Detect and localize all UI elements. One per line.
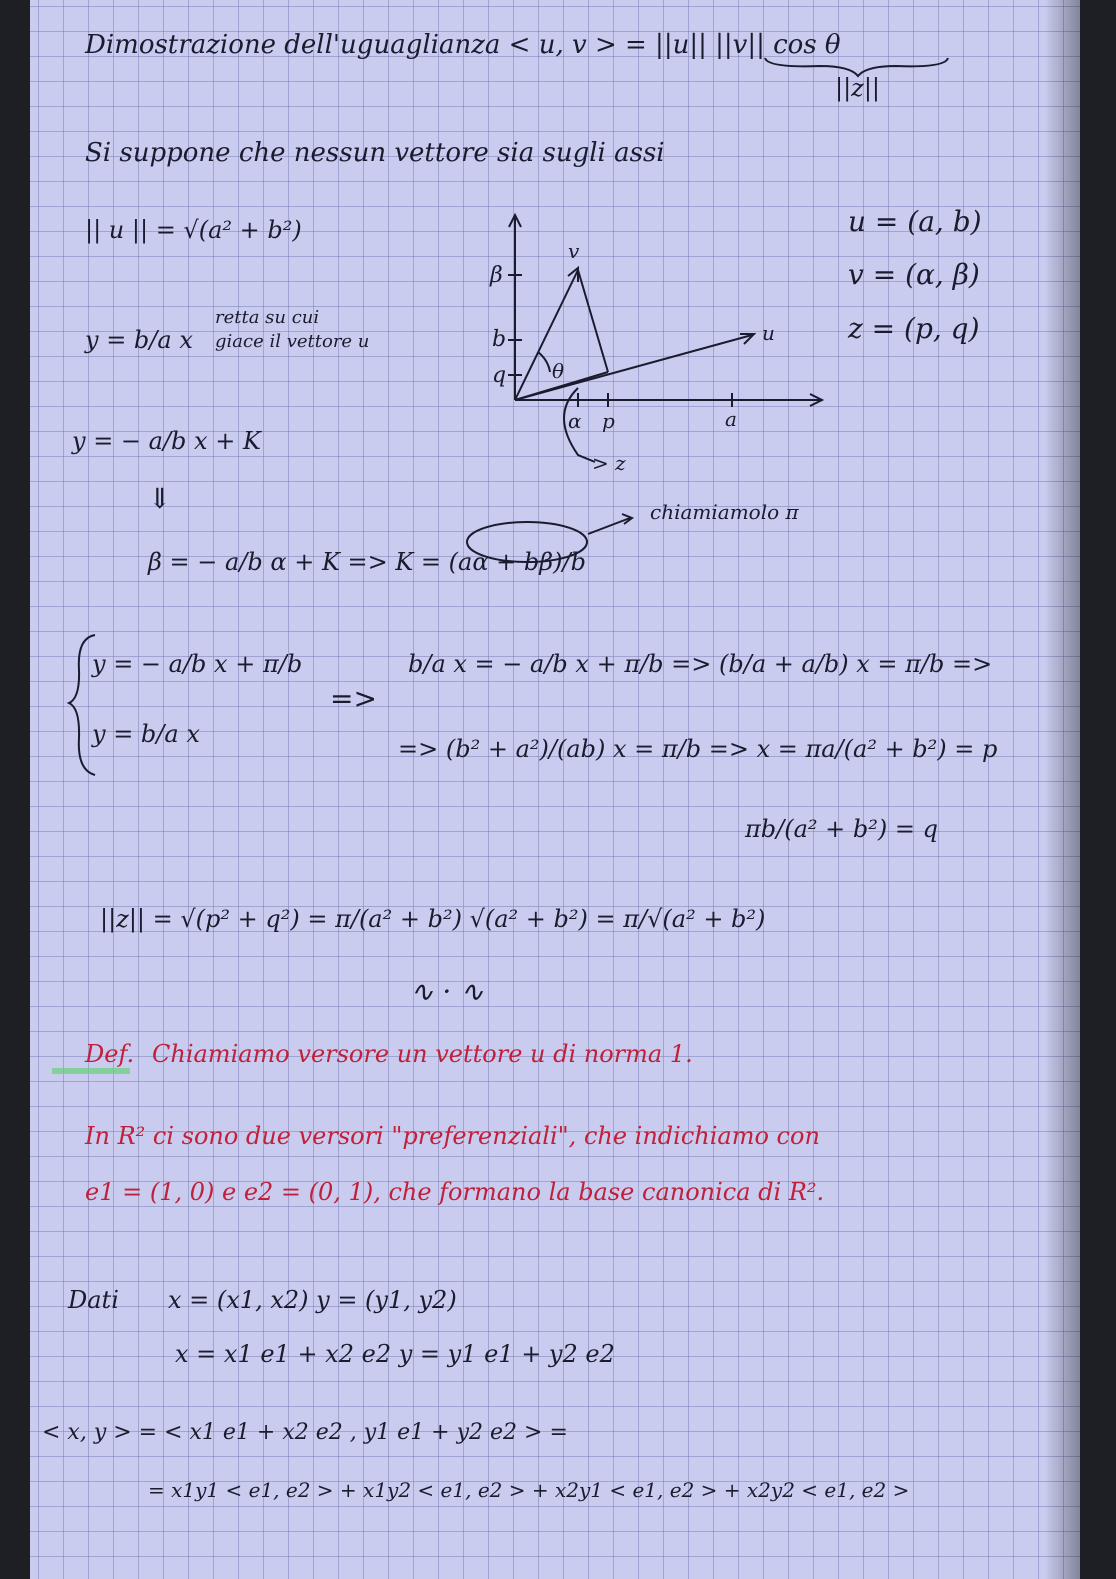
system-eq1: y = − a/b x + π/b: [92, 650, 303, 678]
page-title: Dimostrazione dell'uguaglianza < u, v > = ||u|| ||v|| cos θ: [85, 30, 841, 60]
vector-u-def: u = (a, b): [848, 205, 982, 238]
vector-diagram: [470, 200, 890, 490]
line-note-2: giace il vettore u: [215, 331, 370, 352]
title-sub: ||z||: [835, 74, 880, 102]
diagram-label-alpha: α: [568, 409, 582, 433]
dati-line-1: x = (x1, x2) y = (y1, y2): [168, 1286, 457, 1314]
vector-v-def: v = (α, β): [848, 258, 980, 291]
norm-z-formula: ||z|| = √(p² + q²) = π/(a² + b²) √(a² + b²) = π/√(a² + b²): [100, 905, 766, 933]
norm-u-formula: || u || = √(a² + b²): [85, 216, 302, 244]
diagram-label-v: v: [568, 239, 580, 263]
wave-mark: ∿ · ∿: [410, 975, 484, 1008]
implies-arrow: ⇓: [148, 482, 172, 515]
vector-z-def: z = (p, q): [848, 312, 980, 345]
diagram-label-b: b: [492, 327, 507, 352]
diagram-label-z: > z: [592, 451, 626, 475]
diagram-label-q: q: [492, 363, 507, 388]
pi-note: chiamiamolo π: [650, 500, 799, 524]
diagram-label-theta: θ: [552, 359, 565, 383]
page-edge-shadow: [1044, 0, 1080, 1579]
diagram-label-u: u: [762, 321, 775, 345]
inner-product-line-1: < x, y > = < x1 e1 + x2 e2 , y1 e1 + y2 e2 > =: [42, 1420, 568, 1445]
inner-product-line-2: = x1y1 < e1, e2 > + x1y2 < e1, e2 > + x2y1 < e1, e2 > + x2y2 < e1, e2 >: [148, 1478, 910, 1502]
dati-line-2: x = x1 e1 + x2 e2 y = y1 e1 + y2 e2: [175, 1340, 615, 1368]
system-arrow: =>: [330, 682, 377, 715]
system-eq2: y = b/a x: [92, 720, 200, 748]
notebook-page: [30, 0, 1080, 1579]
perp-equation: y = − a/b x + K: [72, 427, 261, 455]
intro-text: Si suppone che nessun vettore sia sugli assi: [85, 138, 665, 168]
dati-label: Dati: [68, 1286, 119, 1314]
r2-line-2: e1 = (1, 0) e e2 = (0, 1), che formano la base canonica di R².: [85, 1178, 825, 1206]
diagram-label-beta: β: [490, 263, 503, 288]
r2-line-1: In R² ci sono due versori "preferenziali", che indichiamo con: [85, 1122, 820, 1150]
solve-step-2: => (b² + a²)/(ab) x = π/b => x = πa/(a² + b²) = p: [398, 735, 998, 763]
solve-step-1: b/a x = − a/b x + π/b => (b/a + a/b) x = π/b =>: [408, 650, 993, 678]
beta-equation: β = − a/b α + K => K = (aα + bβ)/b: [148, 548, 586, 576]
line-equation: y = b/a x: [85, 326, 193, 354]
diagram-label-a: a: [725, 407, 737, 431]
line-note-1: retta su cui: [215, 307, 320, 328]
highlighter-mark: [52, 1068, 130, 1074]
diagram-label-p: p: [602, 409, 615, 433]
def-text: Chiamiamo versore un vettore u di norma 1.: [152, 1040, 693, 1068]
def-label: Def.: [85, 1040, 135, 1068]
solve-step-3: πb/(a² + b²) = q: [745, 815, 938, 843]
